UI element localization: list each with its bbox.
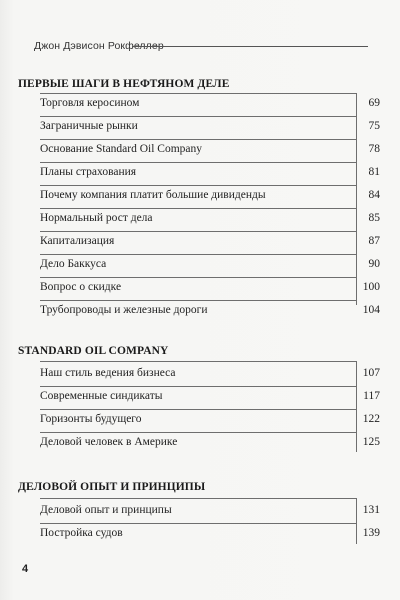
toc-entry[interactable] [40, 304, 380, 320]
toc-entry[interactable] [40, 143, 380, 159]
toc-entry-title: Дело Баккуса [40, 258, 107, 270]
toc-entry-title: Деловой опыт и принципы [40, 504, 172, 516]
toc-entry-title: Торговля керосином [40, 97, 140, 109]
toc-entry-title: Почему компания платит большие дивиденды [40, 189, 266, 201]
toc-entry-page: 90 [368, 258, 380, 270]
toc-entry-page: 85 [368, 212, 380, 224]
toc-entry-title: Вопрос о скидке [40, 281, 122, 293]
toc-entry-page: 107 [362, 367, 380, 379]
toc-entry[interactable] [40, 504, 380, 520]
toc-entry-title: Планы страхования [40, 166, 137, 178]
toc-entry-title: Горизонты будущего [40, 413, 142, 425]
toc-entry[interactable] [40, 258, 380, 274]
entry-rule [40, 208, 356, 209]
toc-entry[interactable] [40, 97, 380, 113]
entry-rule [40, 254, 356, 255]
section-title-1: ПЕРВЫЕ ШАГИ В НЕФТЯНОМ ДЕЛЕ [18, 78, 230, 90]
toc-entry-page: 84 [368, 189, 380, 201]
toc-entry-page: 131 [362, 504, 380, 516]
toc-entry[interactable] [40, 281, 380, 297]
toc-entry[interactable] [40, 527, 380, 543]
toc-entry-page: 87 [368, 235, 380, 247]
toc-entry-title: Капитализация [40, 235, 115, 247]
toc-entry-page: 78 [368, 143, 380, 155]
toc-entry-title: Трубопроводы и железные дороги [40, 304, 208, 316]
toc-entry[interactable] [40, 436, 380, 452]
entry-rule [40, 116, 356, 117]
running-head: Джон Дэвисон Рокфеллер [34, 40, 164, 52]
toc-entry[interactable] [40, 166, 380, 182]
toc-entry-title: Нормальный рост дела [40, 212, 153, 224]
running-head-rule [132, 46, 368, 47]
section-rule [40, 361, 356, 362]
toc-entry-title: Современные синдикаты [40, 390, 163, 402]
section-title-2: STANDARD OIL COMPANY [18, 345, 169, 357]
section-rule [40, 93, 356, 94]
entry-rule [40, 386, 356, 387]
toc-entry[interactable] [40, 235, 380, 251]
entry-rule [40, 523, 356, 524]
toc-entry-page: 75 [368, 120, 380, 132]
toc-entry-title: Основание Standard Oil Company [40, 143, 203, 155]
section-rule [40, 498, 356, 499]
entry-rule [40, 409, 356, 410]
entry-rule [40, 162, 356, 163]
toc-entry-title: Заграничные рынки [40, 120, 138, 132]
toc-entry-title: Наш стиль ведения бизнеса [40, 367, 176, 379]
toc-entry[interactable] [40, 413, 380, 429]
toc-entry-page: 122 [362, 413, 380, 425]
entry-rule [40, 231, 356, 232]
entry-rule [40, 185, 356, 186]
section-title-3: ДЕЛОВОЙ ОПЫТ И ПРИНЦИПЫ [18, 481, 206, 493]
toc-entry-page: 139 [362, 527, 380, 539]
toc-entry[interactable] [40, 212, 380, 228]
entry-rule [40, 277, 356, 278]
toc-entry[interactable] [40, 189, 380, 205]
entry-rule [40, 432, 356, 433]
toc-entry-page: 69 [368, 97, 380, 109]
toc-entry-page: 117 [363, 390, 380, 402]
toc-entry[interactable] [40, 120, 380, 136]
page-number: 4 [22, 563, 29, 575]
toc-entry[interactable] [40, 390, 380, 406]
toc-entry-page: 104 [362, 304, 380, 316]
toc-entry-title: Деловой человек в Америке [40, 436, 178, 448]
entry-rule [40, 139, 356, 140]
entry-rule [40, 300, 356, 301]
toc-entry[interactable] [40, 367, 380, 383]
toc-entry-page: 100 [362, 281, 380, 293]
toc-entry-page: 125 [362, 436, 380, 448]
toc-entry-page: 81 [368, 166, 380, 178]
toc-entry-title: Постройка судов [40, 527, 123, 539]
